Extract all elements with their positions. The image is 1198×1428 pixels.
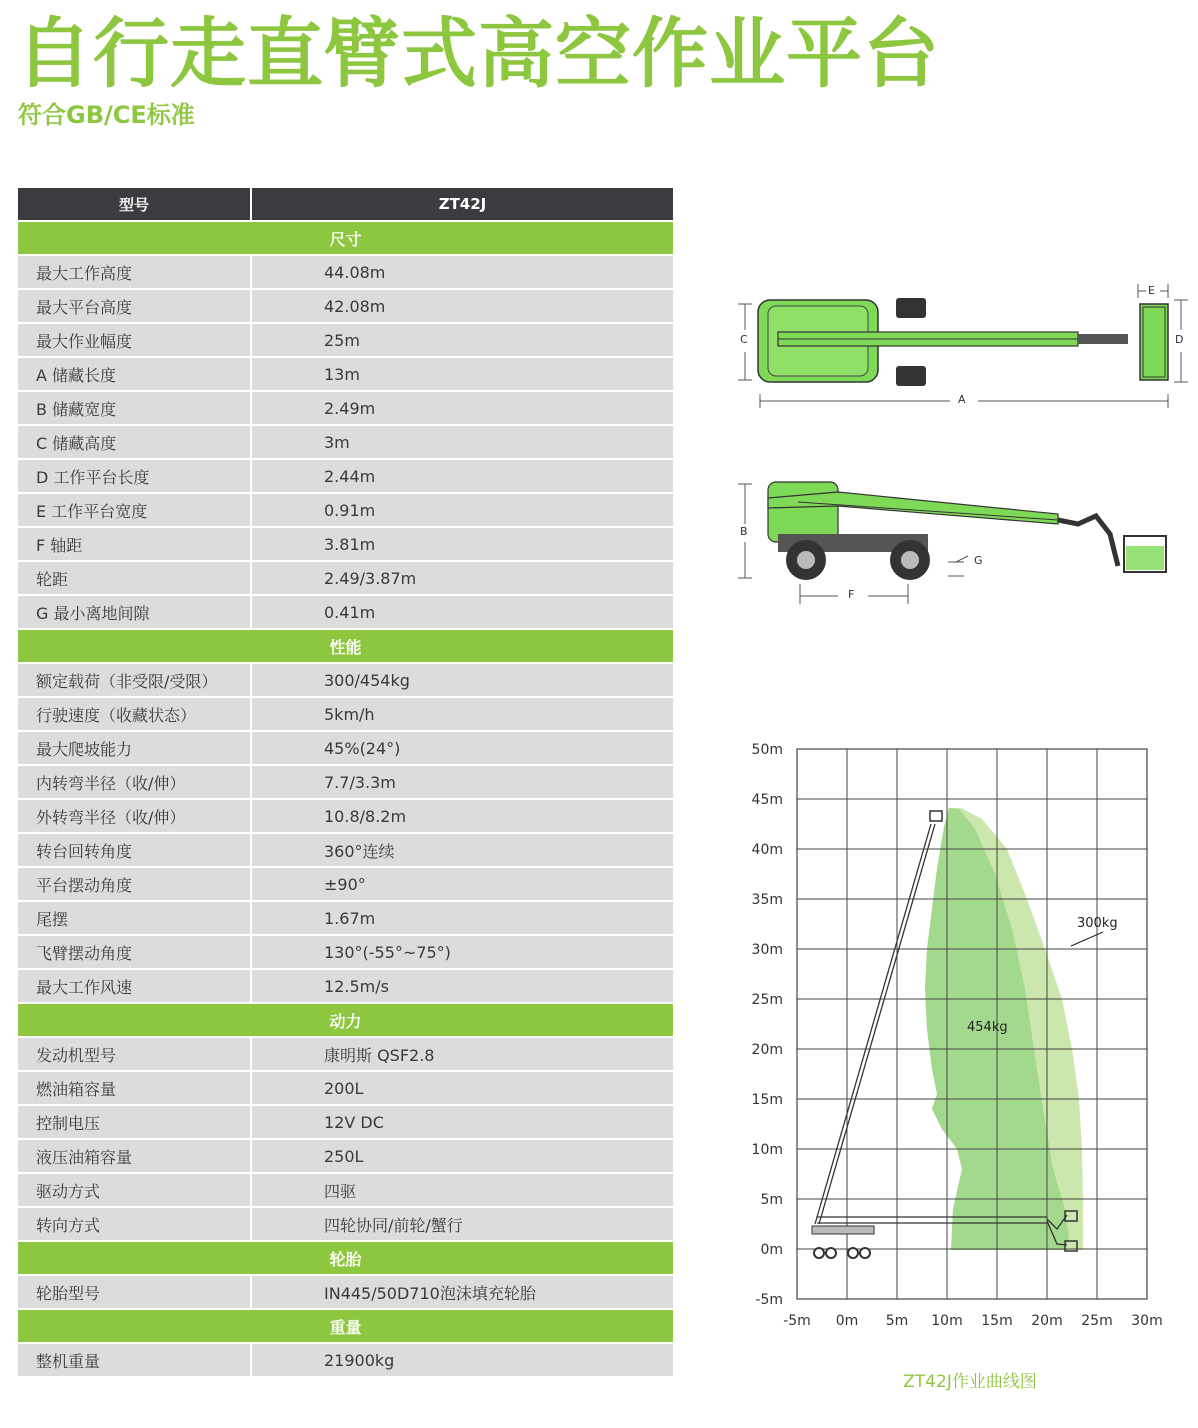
page-title: 自行走直臂式高空作业平台 xyxy=(16,9,940,98)
y-tick-label: 45m xyxy=(751,792,783,808)
spec-label: 内转弯半径（收/伸） xyxy=(18,766,252,800)
spec-row xyxy=(18,1174,673,1208)
spec-row xyxy=(18,1276,673,1310)
spec-row xyxy=(18,698,673,732)
spec-row xyxy=(18,596,673,630)
spec-label: 转向方式 xyxy=(18,1208,252,1242)
y-tick-label: 30m xyxy=(751,942,783,958)
wheel xyxy=(814,1248,824,1258)
spec-value: 0.91m xyxy=(252,494,673,528)
working-range-chart xyxy=(740,735,1180,1345)
y-tick-label: 0m xyxy=(760,1242,783,1258)
spec-row xyxy=(18,494,673,528)
spec-row xyxy=(18,766,673,800)
section-header-row xyxy=(18,1004,673,1038)
dim-label-f: F xyxy=(848,588,855,601)
y-tick-label: 15m xyxy=(751,1092,783,1108)
spec-value: 42.08m xyxy=(252,290,673,324)
y-tick-label: 50m xyxy=(751,742,783,758)
spec-value: 45%(24°) xyxy=(252,732,673,766)
x-tick-label: 20m xyxy=(1031,1313,1063,1329)
section-header-row xyxy=(18,1310,673,1344)
spec-value: ±90° xyxy=(252,868,673,902)
spec-value: 13m xyxy=(252,358,673,392)
spec-label: F 轴距 xyxy=(18,528,252,562)
table-header-row xyxy=(18,188,673,222)
top-view-drawing xyxy=(738,282,1188,412)
spec-label: 行驶速度（收藏状态） xyxy=(18,698,252,732)
spec-label: 驱动方式 xyxy=(18,1174,252,1208)
spec-label: G 最小离地间隙 xyxy=(18,596,252,630)
section-title: 性能 xyxy=(18,630,673,664)
y-tick-label: 40m xyxy=(751,842,783,858)
spec-label: 轮胎型号 xyxy=(18,1276,252,1310)
section-header-row xyxy=(18,1242,673,1276)
section-header-row xyxy=(18,222,673,256)
spec-label: 额定载荷（非受限/受限） xyxy=(18,664,252,698)
spec-value: 1.67m xyxy=(252,902,673,936)
section-title: 尺寸 xyxy=(18,222,673,256)
spec-value: 7.7/3.3m xyxy=(252,766,673,800)
x-tick-label: 5m xyxy=(885,1313,909,1329)
spec-value: 25m xyxy=(252,324,673,358)
x-tick-label: 10m xyxy=(931,1313,963,1329)
spec-value: 10.8/8.2m xyxy=(252,800,673,834)
section-title: 重量 xyxy=(18,1310,673,1344)
spec-label: B 储藏宽度 xyxy=(18,392,252,426)
wheel xyxy=(826,1248,836,1258)
spec-label: 转台回转角度 xyxy=(18,834,252,868)
spec-label: C 储藏高度 xyxy=(18,426,252,460)
spec-row xyxy=(18,256,673,290)
spec-row xyxy=(18,528,673,562)
spec-row xyxy=(18,1208,673,1242)
dim-label-c: C xyxy=(740,333,748,346)
section-title: 动力 xyxy=(18,1004,673,1038)
wheel xyxy=(860,1248,870,1258)
spec-value: 四驱 xyxy=(252,1174,673,1208)
dim-label-g: G xyxy=(974,554,983,567)
spec-row xyxy=(18,868,673,902)
spec-value: 2.44m xyxy=(252,460,673,494)
model-label: 型号 xyxy=(18,188,252,222)
spec-value: 12V DC xyxy=(252,1106,673,1140)
spec-value: 四轮协同/前轮/蟹行 xyxy=(252,1208,673,1242)
spec-row xyxy=(18,1038,673,1072)
spec-row xyxy=(18,562,673,596)
spec-value: 3.81m xyxy=(252,528,673,562)
series-label: 454kg xyxy=(967,1020,1008,1035)
model-value: ZT42J xyxy=(252,188,673,222)
spec-label: 整机重量 xyxy=(18,1344,252,1378)
spec-row xyxy=(18,392,673,426)
spec-row xyxy=(18,1072,673,1106)
spec-value: 0.41m xyxy=(252,596,673,630)
spec-value: 康明斯 QSF2.8 xyxy=(252,1038,673,1072)
wheel xyxy=(848,1248,858,1258)
spec-label: 平台摆动角度 xyxy=(18,868,252,902)
spec-row xyxy=(18,460,673,494)
spec-label: 最大工作风速 xyxy=(18,970,252,1004)
spec-row xyxy=(18,426,673,460)
section-header-row xyxy=(18,630,673,664)
spec-row xyxy=(18,324,673,358)
spec-value: 12.5m/s xyxy=(252,970,673,1004)
y-tick-label: -5m xyxy=(755,1292,783,1308)
spec-label: 外转弯半径（收/伸） xyxy=(18,800,252,834)
spec-value: 130°(-55°~75°) xyxy=(252,936,673,970)
spec-row xyxy=(18,732,673,766)
y-tick-label: 25m xyxy=(751,992,783,1008)
page-subtitle: 符合GB/CE标准 xyxy=(18,101,195,129)
spec-row xyxy=(18,1140,673,1174)
spec-label: 发动机型号 xyxy=(18,1038,252,1072)
y-tick-label: 5m xyxy=(760,1192,783,1208)
spec-table xyxy=(18,188,673,1378)
spec-value: 21900kg xyxy=(252,1344,673,1378)
spec-label: 液压油箱容量 xyxy=(18,1140,252,1174)
spec-row xyxy=(18,664,673,698)
spec-value: 44.08m xyxy=(252,256,673,290)
spec-label: 燃油箱容量 xyxy=(18,1072,252,1106)
side-view-drawing xyxy=(738,476,1188,616)
x-tick-label: 25m xyxy=(1081,1313,1113,1329)
spec-label: 最大作业幅度 xyxy=(18,324,252,358)
spec-value: 200L xyxy=(252,1072,673,1106)
spec-label: 最大平台高度 xyxy=(18,290,252,324)
spec-label: 最大爬坡能力 xyxy=(18,732,252,766)
spec-value: 2.49/3.87m xyxy=(252,562,673,596)
spec-label: 飞臂摆动角度 xyxy=(18,936,252,970)
spec-row xyxy=(18,1344,673,1378)
spec-row xyxy=(18,1106,673,1140)
dim-label-a: A xyxy=(958,393,966,406)
spec-row xyxy=(18,970,673,1004)
spec-label: E 工作平台宽度 xyxy=(18,494,252,528)
spec-label: 尾摆 xyxy=(18,902,252,936)
x-tick-label: 15m xyxy=(981,1313,1013,1329)
spec-row xyxy=(18,290,673,324)
chart-caption: ZT42J作业曲线图 xyxy=(903,1372,1037,1392)
chassis xyxy=(812,1226,874,1234)
x-tick-label: -5m xyxy=(783,1313,811,1329)
x-tick-label: 0m xyxy=(835,1313,859,1329)
spec-row xyxy=(18,936,673,970)
dim-label-b: B xyxy=(740,525,748,538)
y-tick-label: 20m xyxy=(751,1042,783,1058)
spec-row xyxy=(18,834,673,868)
spec-value: 360°连续 xyxy=(252,834,673,868)
spec-label: 轮距 xyxy=(18,562,252,596)
spec-value: 5km/h xyxy=(252,698,673,732)
x-tick-label: 30m xyxy=(1131,1313,1163,1329)
dim-label-d: D xyxy=(1175,333,1184,346)
spec-row xyxy=(18,902,673,936)
spec-label: 控制电压 xyxy=(18,1106,252,1140)
section-title: 轮胎 xyxy=(18,1242,673,1276)
spec-value: 250L xyxy=(252,1140,673,1174)
spec-label: 最大工作高度 xyxy=(18,256,252,290)
spec-value: 3m xyxy=(252,426,673,460)
y-tick-label: 10m xyxy=(751,1142,783,1158)
spec-value: 2.49m xyxy=(252,392,673,426)
chart-canvas xyxy=(740,735,1180,1345)
y-tick-label: 35m xyxy=(751,892,783,908)
dim-label-e: E xyxy=(1148,284,1155,297)
spec-value: 300/454kg xyxy=(252,664,673,698)
spec-row xyxy=(18,358,673,392)
spec-label: A 储藏长度 xyxy=(18,358,252,392)
spec-row xyxy=(18,800,673,834)
series-label: 300kg xyxy=(1077,916,1118,931)
spec-value: IN445/50D710泡沫填充轮胎 xyxy=(252,1276,673,1310)
spec-label: D 工作平台长度 xyxy=(18,460,252,494)
